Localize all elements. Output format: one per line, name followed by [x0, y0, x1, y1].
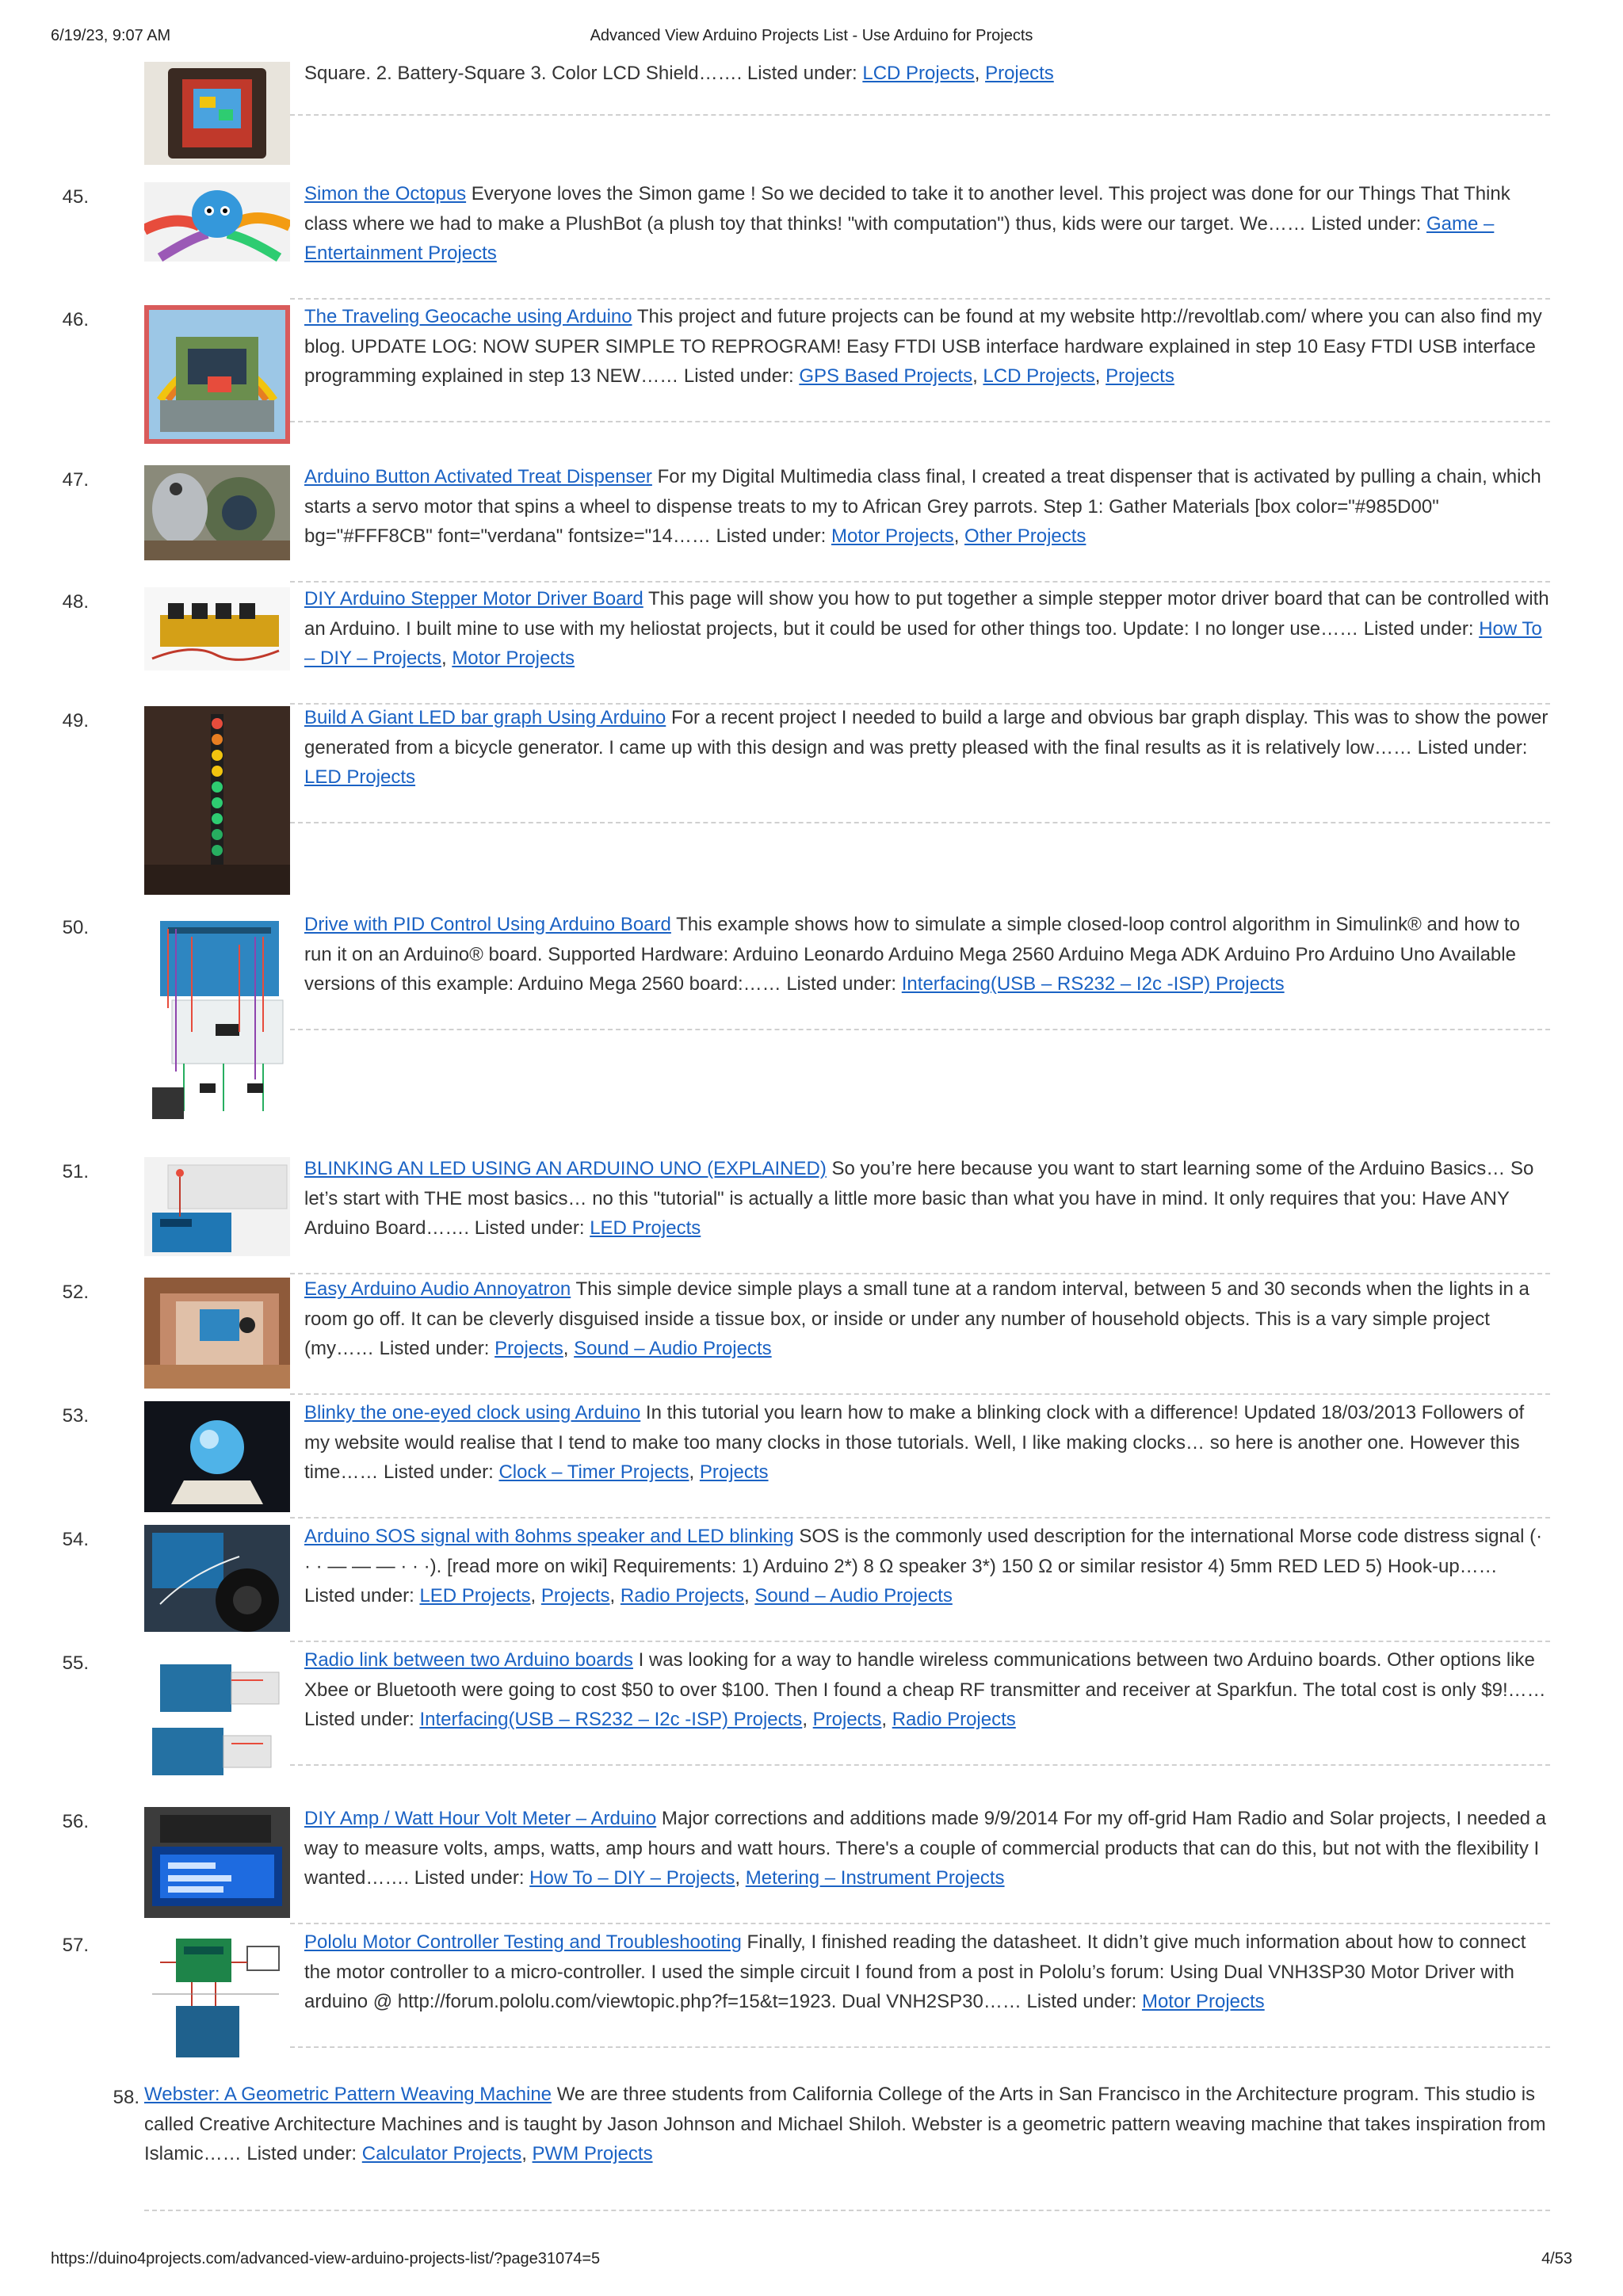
- item-divider: [290, 822, 1550, 823]
- category-link[interactable]: LCD Projects: [862, 63, 975, 84]
- project-title-link[interactable]: Arduino SOS signal with 8ohms speaker and LED blinking: [304, 1526, 794, 1547]
- item-number: 55.: [62, 1652, 89, 1674]
- category-link[interactable]: Metering – Instrument Projects: [745, 1867, 1005, 1889]
- print-date: 6/19/23, 9:07 AM: [51, 27, 171, 44]
- category-link[interactable]: Projects: [1106, 365, 1174, 387]
- item-text: Radio link between two Arduino boards I was looking for a way to handle wireless communications between two Arduino boards. Other options like Xbee or Bluetooth were going to cost $50 to over $100. Then I found a cheap RF transmitter and receiver at Sparkfun. The total cost is only $9!…… Listed under: Interfacing(USB – RS232 – I2c -ISP) Projects, Projects, Radio Projects: [304, 1649, 1546, 1730]
- item-divider: [290, 1029, 1550, 1030]
- item-text: The Traveling Geocache using Arduino This project and future projects can be found at my website http://revoltlab.com/ where you can also find my blog. UPDATE LOG: NOW SUPER SIMPLE TO REPROGRAM! Easy FTDI USB interface hardware explained in step 10 Easy FTDI USB interface programming explained in step 13 NEW…… Listed under: GPS Based Projects, LCD Projects, Projects: [304, 306, 1542, 387]
- category-link[interactable]: Projects: [495, 1338, 563, 1359]
- project-thumbnail: [144, 182, 290, 262]
- category-link[interactable]: Projects: [699, 1461, 769, 1483]
- item-text: Pololu Motor Controller Testing and Troubleshooting Finally, I finished reading the datasheet. It didn’t give much information about how to connect the motor controller to a micro-controller. I used the simple circuit I found from a post in Pololu’s forum: Using Dual VNH3SP30 Motor Driver with arduino @ http://forum.pololu.com/viewtopic.php?f=15&t=1923. Dual VNH2SP30…… Listed under: Motor Projects: [304, 1931, 1526, 2012]
- item-divider: [290, 421, 1550, 422]
- item-number: 56.: [62, 1811, 89, 1832]
- category-link[interactable]: Motor Projects: [1141, 1991, 1265, 2012]
- item-text: Build A Giant LED bar graph Using Arduino For a recent project I needed to build a large and obvious bar graph display. This was to show the power generated from a bicycle generator. I came up with this design and was pretty pleased with the final results as it is relatively low…… Listed under: LED Projects: [304, 707, 1549, 788]
- item-number: 53.: [62, 1405, 89, 1427]
- print-page-title: Advanced View Arduino Projects List - Use Arduino for Projects: [590, 27, 1033, 44]
- project-title-link[interactable]: Arduino Button Activated Treat Dispenser: [304, 466, 652, 487]
- item-text: DIY Amp / Watt Hour Volt Meter – Arduino Major corrections and additions made 9/9/2014 For my off-grid Ham Radio and Solar projects, I needed a way to measure volts, amps, watts, amp hours and watt hours. There's a couple of commercial products that can do this, but not with the flexibility I wanted……. Listed under: How To – DIY – Projects, Metering – Instrument Projects: [304, 1808, 1547, 1889]
- item-divider: [290, 114, 1550, 116]
- project-thumbnail: [144, 1401, 290, 1512]
- category-link[interactable]: LCD Projects: [983, 365, 1095, 387]
- category-link[interactable]: Motor Projects: [831, 525, 954, 547]
- item-text: Blinky the one-eyed clock using Arduino In this tutorial you learn how to make a blinking clock with a difference! Updated 18/03/2013 Followers of my website would realise that I tend to make too many clocks in those tutorials. Well, I like making clocks… so here is another one. However this time…… Listed under: Clock – Timer Projects, Projects: [304, 1402, 1525, 1483]
- category-link[interactable]: Sound – Audio Projects: [754, 1585, 953, 1606]
- project-title-link[interactable]: Drive with PID Control Using Arduino Board: [304, 914, 671, 935]
- item-divider: [290, 581, 1550, 583]
- category-link[interactable]: Clock – Timer Projects: [498, 1461, 689, 1483]
- category-link[interactable]: Game – Entertainment Projects: [304, 212, 1495, 264]
- item-number: 52.: [62, 1282, 89, 1303]
- item-divider: [144, 2210, 1550, 2211]
- item-divider: [290, 1393, 1550, 1395]
- category-link[interactable]: GPS Based Projects: [799, 365, 973, 387]
- item-text: Simon the Octopus Everyone loves the Simon game ! So we decided to take it to another level. This project was done for our Things That Think class where we had to make a PlushBot (a plush toy that thinks! "with computation") thus, kids were our target. We…… Listed under: Game – Entertainment Projects: [304, 183, 1510, 264]
- item-text: Drive with PID Control Using Arduino Board This example shows how to simulate a simple closed-loop control algorithm in Simulink® and how to run it on an Arduino® board. Supported Hardware: Arduino Leonardo Arduino Mega 2560 Arduino Mega ADK Arduino Pro Arduino Uno Available versions of this example: Arduino Mega 2560 board:…… Listed under: Interfacing(USB – RS232 – I2c -ISP) Projects: [304, 914, 1520, 995]
- item-number: 51.: [62, 1161, 89, 1182]
- category-link[interactable]: LED Projects: [590, 1217, 701, 1239]
- project-thumbnail: [144, 1278, 290, 1389]
- category-link[interactable]: How To – DIY – Projects: [529, 1867, 735, 1889]
- item-number: 54.: [62, 1529, 89, 1550]
- project-title-link[interactable]: DIY Amp / Watt Hour Volt Meter – Arduino: [304, 1808, 657, 1829]
- item-text: Webster: A Geometric Pattern Weaving Machine We are three students from California College of the Arts in San Francisco in the Architecture program. This studio is called Creative Architecture Machines and is taught by Jason Johnson and Michael Shiloh. Webster is a geometric pattern weaving machine that takes inspiration from Islamic…… Listed under: Calculator Projects, PWM Projects: [144, 2084, 1546, 2164]
- item-text: Arduino SOS signal with 8ohms speaker and LED blinking SOS is the commonly used description for the international Morse code distress signal (· · · — — — · · ·). [read more on wiki] Requirements: 1) Arduino 2*) 8 Ω speaker 3*) 150 Ω or similar resistor 4) 5mm RED LED 5) Hook-up…… Listed under: LED Projects, Projects, Radio Projects, Sound – Audio Projects: [304, 1526, 1543, 1606]
- item-text: Square. 2. Battery-Square 3. Color LCD Shield……. Listed under: LCD Projects, Projects: [304, 63, 1054, 84]
- project-thumbnail: [144, 1931, 290, 2065]
- print-footer: [51, 2250, 1572, 2274]
- project-thumbnail: [144, 1648, 290, 1791]
- item-number: 58.: [113, 2087, 139, 2108]
- item-text: Easy Arduino Audio Annoyatron This simple device simple plays a small tune at a random interval, between 5 and 30 seconds when the lights in a room go off. It can be cleverly disguised inside a tissue box, or inside or under any number of household objects. This is a vary simple project (my…… Listed under: Projects, Sound – Audio Projects: [304, 1278, 1529, 1359]
- category-link[interactable]: Projects: [812, 1709, 882, 1730]
- project-title-link[interactable]: Webster: A Geometric Pattern Weaving Machine: [144, 2084, 552, 2105]
- project-title-link[interactable]: The Traveling Geocache using Arduino: [304, 306, 632, 327]
- item-number: 45.: [62, 186, 89, 208]
- item-divider: [290, 2046, 1550, 2048]
- category-link[interactable]: LED Projects: [419, 1585, 531, 1606]
- item-number: 49.: [62, 710, 89, 732]
- item-text: Arduino Button Activated Treat Dispenser For my Digital Multimedia class final, I created a treat dispenser that is activated by pulling a chain, which starts a servo motor that spins a wheel to dispense treats to my to African Grey parrots. Step 1: Gather Materials [box color="#985D00" bg="#FFF8CB" font="verdana" fontsize="14…… Listed under: Motor Projects, Other Projects: [304, 466, 1541, 547]
- item-number: 57.: [62, 1935, 89, 1956]
- print-url: https://duino4projects.com/advanced-view-arduino-projects-list/?page31074=5: [51, 2250, 601, 2267]
- category-link[interactable]: How To – DIY – Projects: [304, 617, 1542, 669]
- category-link[interactable]: Interfacing(USB – RS232 – I2c -ISP) Projects: [419, 1709, 803, 1730]
- project-thumbnail: [144, 1525, 290, 1632]
- project-title-link[interactable]: Pololu Motor Controller Testing and Troubleshooting: [304, 1931, 742, 1953]
- item-divider: [290, 1923, 1550, 1924]
- project-thumbnail: [144, 913, 290, 1127]
- project-title-link[interactable]: Build A Giant LED bar graph Using Arduino: [304, 707, 666, 728]
- project-title-link[interactable]: DIY Arduino Stepper Motor Driver Board: [304, 588, 643, 609]
- category-link[interactable]: Sound – Audio Projects: [574, 1338, 772, 1359]
- category-link[interactable]: Radio Projects: [620, 1585, 744, 1606]
- category-link[interactable]: PWM Projects: [532, 2143, 653, 2164]
- page-number: 4/53: [1541, 2250, 1572, 2267]
- project-thumbnail: [144, 465, 290, 560]
- project-thumbnail: [144, 587, 290, 670]
- item-divider: [290, 1764, 1550, 1766]
- project-title-link[interactable]: Radio link between two Arduino boards: [304, 1649, 633, 1671]
- category-link[interactable]: Radio Projects: [892, 1709, 1016, 1730]
- category-link[interactable]: Projects: [540, 1585, 610, 1606]
- project-thumbnail: [144, 305, 290, 444]
- category-link[interactable]: Projects: [985, 63, 1054, 84]
- category-link[interactable]: LED Projects: [304, 766, 416, 788]
- item-text: BLINKING AN LED USING AN ARDUINO UNO (EXPLAINED) So you’re here because you want to start learning some of the Arduino Basics… So let’s start with THE most basics… no this "tutorial" is actually a little more basic than what you have in mind. It only requires that you: Have ANY Arduino Board……. Listed under: LED Projects: [304, 1158, 1534, 1239]
- item-number: 46.: [62, 309, 89, 330]
- category-link[interactable]: Interfacing(USB – RS232 – I2c -ISP) Projects: [901, 973, 1285, 995]
- project-thumbnail: [144, 1157, 290, 1256]
- category-link[interactable]: Motor Projects: [452, 648, 575, 669]
- item-number: 48.: [62, 591, 89, 613]
- project-thumbnail: [144, 706, 290, 895]
- item-text: DIY Arduino Stepper Motor Driver Board This page will show you how to put together a simple stepper motor driver board that can be controlled with an Arduino. I built mine to use with my heliostat projects, but it could be used for other things too. Update: I no longer use…… Listed under: How To – DIY – Projects, Motor Projects: [304, 588, 1549, 669]
- project-title-link[interactable]: Easy Arduino Audio Annoyatron: [304, 1278, 571, 1300]
- category-link[interactable]: Other Projects: [964, 525, 1086, 547]
- item-number: 50.: [62, 917, 89, 938]
- item-divider: [290, 1517, 1550, 1519]
- print-header: [51, 27, 1572, 51]
- project-thumbnail: [144, 1807, 290, 1918]
- project-title-link[interactable]: Simon the Octopus: [304, 183, 467, 204]
- item-divider: [290, 1641, 1550, 1642]
- project-thumbnail: [144, 62, 290, 165]
- project-title-link[interactable]: BLINKING AN LED USING AN ARDUINO UNO (EXPLAINED): [304, 1158, 827, 1179]
- item-divider: [290, 298, 1550, 300]
- item-number: 47.: [62, 469, 89, 491]
- project-title-link[interactable]: Blinky the one-eyed clock using Arduino: [304, 1402, 641, 1423]
- category-link[interactable]: Calculator Projects: [361, 2143, 522, 2164]
